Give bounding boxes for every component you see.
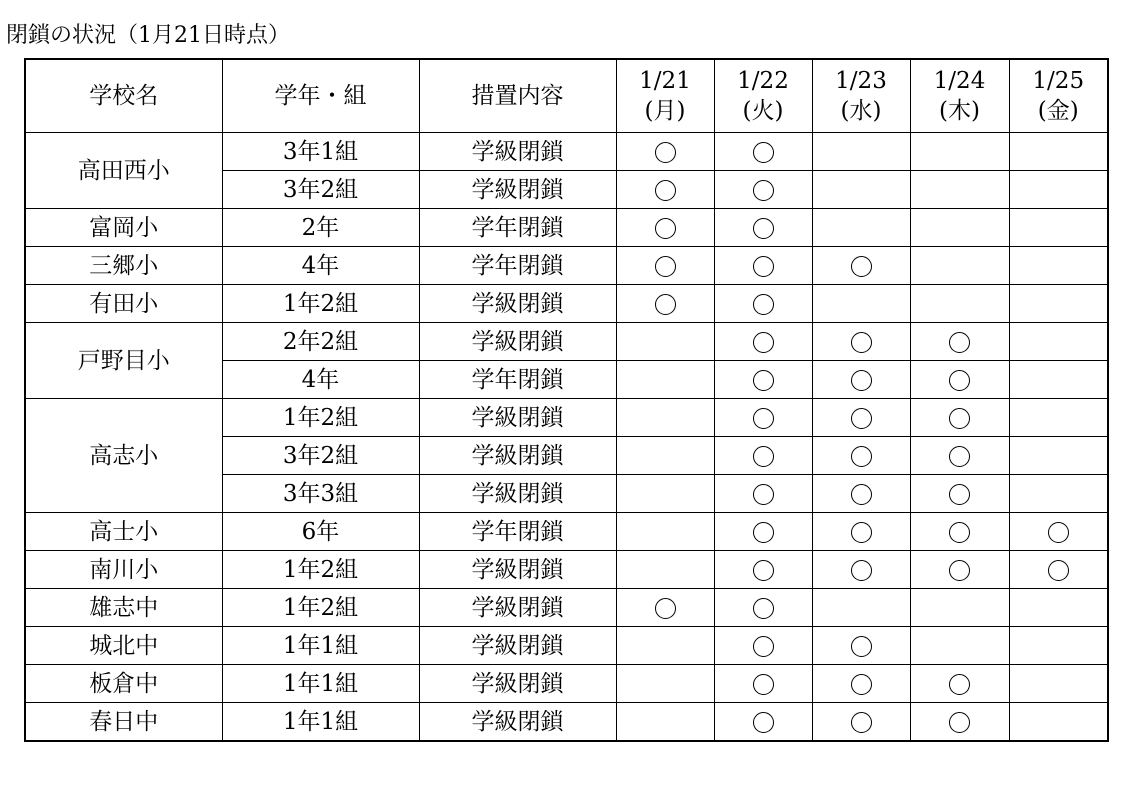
table-row bbox=[25, 589, 1108, 627]
date-2-cell bbox=[714, 399, 812, 437]
measure-cell: 学級閉鎖 bbox=[419, 323, 616, 361]
header-date-1 bbox=[616, 59, 714, 133]
school-name-cell: 雄志中 bbox=[25, 589, 222, 627]
date-1-cell bbox=[616, 171, 714, 209]
school-name-cell: 戸野目小 bbox=[25, 323, 222, 399]
date-1-cell bbox=[616, 551, 714, 589]
date-5-cell bbox=[1009, 513, 1108, 551]
date-1-cell bbox=[616, 513, 714, 551]
table-row bbox=[25, 513, 1108, 551]
date-2-cell bbox=[714, 627, 812, 665]
closed-circle-icon bbox=[655, 294, 676, 315]
grade-class-cell: 1年2組 bbox=[222, 399, 419, 437]
date-4-cell bbox=[910, 399, 1009, 437]
date-5-cell bbox=[1009, 627, 1108, 665]
date-1-cell bbox=[616, 437, 714, 475]
date-2-cell bbox=[714, 703, 812, 742]
grade-class-cell: 3年2組 bbox=[222, 437, 419, 475]
header-school: 学校名 bbox=[25, 59, 222, 133]
date-1-cell bbox=[616, 475, 714, 513]
closed-circle-icon bbox=[753, 522, 774, 543]
date-4-cell bbox=[910, 209, 1009, 247]
measure-cell: 学級閉鎖 bbox=[419, 399, 616, 437]
measure-cell: 学級閉鎖 bbox=[419, 285, 616, 323]
header-date-label: 1/25 bbox=[1032, 68, 1085, 94]
measure-cell: 学級閉鎖 bbox=[419, 475, 616, 513]
header-row bbox=[25, 59, 1108, 133]
date-3-cell bbox=[812, 551, 910, 589]
date-4-cell bbox=[910, 437, 1009, 475]
date-3-cell bbox=[812, 665, 910, 703]
header-date-label: 1/22 bbox=[737, 68, 789, 94]
closed-circle-icon bbox=[851, 408, 872, 429]
date-1-cell bbox=[616, 627, 714, 665]
closed-circle-icon bbox=[753, 598, 774, 619]
grade-class-cell: 1年1組 bbox=[222, 703, 419, 742]
grade-class-cell: 2年2組 bbox=[222, 323, 419, 361]
closed-circle-icon bbox=[753, 332, 774, 353]
grade-class-cell: 1年2組 bbox=[222, 551, 419, 589]
table-body bbox=[25, 133, 1108, 742]
closed-circle-icon bbox=[949, 332, 970, 353]
school-name-cell: 城北中 bbox=[25, 627, 222, 665]
date-3-cell bbox=[812, 437, 910, 475]
closed-circle-icon bbox=[753, 484, 774, 505]
closed-circle-icon bbox=[851, 636, 872, 657]
grade-class-cell: 1年2組 bbox=[222, 589, 419, 627]
school-name-cell: 有田小 bbox=[25, 285, 222, 323]
date-2-cell bbox=[714, 133, 812, 171]
grade-class-cell: 4年 bbox=[222, 361, 419, 399]
date-1-cell bbox=[616, 133, 714, 171]
header-date-4 bbox=[910, 59, 1009, 133]
date-5-cell bbox=[1009, 209, 1108, 247]
header-weekday-label: (金) bbox=[1037, 98, 1079, 124]
closed-circle-icon bbox=[1048, 522, 1069, 543]
closed-circle-icon bbox=[753, 636, 774, 657]
table-row bbox=[25, 665, 1108, 703]
closed-circle-icon bbox=[753, 674, 774, 695]
page-title: 閉鎖の状況（1月21日時点） bbox=[6, 23, 290, 48]
date-3-cell bbox=[812, 209, 910, 247]
header-date-5 bbox=[1009, 59, 1108, 133]
date-4-cell bbox=[910, 475, 1009, 513]
closed-circle-icon bbox=[851, 560, 872, 581]
closed-circle-icon bbox=[851, 256, 872, 277]
measure-cell: 学級閉鎖 bbox=[419, 437, 616, 475]
closed-circle-icon bbox=[753, 560, 774, 581]
header-weekday-label: (火) bbox=[742, 98, 784, 124]
header-date-label: 1/21 bbox=[639, 68, 691, 94]
date-3-cell bbox=[812, 133, 910, 171]
date-5-cell bbox=[1009, 323, 1108, 361]
date-2-cell bbox=[714, 551, 812, 589]
date-5-cell bbox=[1009, 361, 1108, 399]
date-4-cell bbox=[910, 361, 1009, 399]
closed-circle-icon bbox=[949, 484, 970, 505]
measure-cell: 学級閉鎖 bbox=[419, 589, 616, 627]
header-date-3 bbox=[812, 59, 910, 133]
header-weekday-label: (水) bbox=[840, 98, 882, 124]
table-row bbox=[25, 323, 1108, 361]
date-2-cell bbox=[714, 513, 812, 551]
grade-class-cell: 3年3組 bbox=[222, 475, 419, 513]
date-1-cell bbox=[616, 399, 714, 437]
date-5-cell bbox=[1009, 437, 1108, 475]
measure-cell: 学級閉鎖 bbox=[419, 551, 616, 589]
date-5-cell bbox=[1009, 171, 1108, 209]
school-name-cell: 春日中 bbox=[25, 703, 222, 742]
date-1-cell bbox=[616, 285, 714, 323]
date-1-cell bbox=[616, 589, 714, 627]
closed-circle-icon bbox=[753, 712, 774, 733]
date-5-cell bbox=[1009, 551, 1108, 589]
date-2-cell bbox=[714, 361, 812, 399]
date-3-cell bbox=[812, 475, 910, 513]
closed-circle-icon bbox=[753, 370, 774, 391]
header-measure: 措置内容 bbox=[419, 59, 616, 133]
closed-circle-icon bbox=[851, 712, 872, 733]
header-grade: 学年・組 bbox=[222, 59, 419, 133]
date-5-cell bbox=[1009, 247, 1108, 285]
header-date-2 bbox=[714, 59, 812, 133]
measure-cell: 学年閉鎖 bbox=[419, 513, 616, 551]
closed-circle-icon bbox=[949, 446, 970, 467]
date-5-cell bbox=[1009, 665, 1108, 703]
date-3-cell bbox=[812, 513, 910, 551]
closed-circle-icon bbox=[851, 484, 872, 505]
grade-class-cell: 1年2組 bbox=[222, 285, 419, 323]
table-row bbox=[25, 247, 1108, 285]
date-3-cell bbox=[812, 361, 910, 399]
grade-class-cell: 6年 bbox=[222, 513, 419, 551]
grade-class-cell: 2年 bbox=[222, 209, 419, 247]
date-3-cell bbox=[812, 703, 910, 742]
date-4-cell bbox=[910, 133, 1009, 171]
closed-circle-icon bbox=[753, 180, 774, 201]
closed-circle-icon bbox=[949, 674, 970, 695]
school-name-cell: 高田西小 bbox=[25, 133, 222, 209]
table-row bbox=[25, 703, 1108, 742]
closure-status-table bbox=[24, 58, 1109, 742]
date-1-cell bbox=[616, 665, 714, 703]
date-1-cell bbox=[616, 209, 714, 247]
date-5-cell bbox=[1009, 285, 1108, 323]
date-1-cell bbox=[616, 361, 714, 399]
date-1-cell bbox=[616, 323, 714, 361]
date-4-cell bbox=[910, 247, 1009, 285]
date-5-cell bbox=[1009, 133, 1108, 171]
closed-circle-icon bbox=[753, 294, 774, 315]
measure-cell: 学級閉鎖 bbox=[419, 133, 616, 171]
date-3-cell bbox=[812, 285, 910, 323]
date-2-cell bbox=[714, 323, 812, 361]
closed-circle-icon bbox=[655, 180, 676, 201]
date-3-cell bbox=[812, 247, 910, 285]
closed-circle-icon bbox=[949, 408, 970, 429]
closed-circle-icon bbox=[655, 142, 676, 163]
date-3-cell bbox=[812, 171, 910, 209]
measure-cell: 学年閉鎖 bbox=[419, 247, 616, 285]
school-name-cell: 板倉中 bbox=[25, 665, 222, 703]
date-3-cell bbox=[812, 323, 910, 361]
closed-circle-icon bbox=[851, 674, 872, 695]
closed-circle-icon bbox=[753, 408, 774, 429]
date-2-cell bbox=[714, 171, 812, 209]
date-1-cell bbox=[616, 703, 714, 742]
date-2-cell bbox=[714, 247, 812, 285]
date-3-cell bbox=[812, 589, 910, 627]
closed-circle-icon bbox=[655, 256, 676, 277]
date-1-cell bbox=[616, 247, 714, 285]
measure-cell: 学級閉鎖 bbox=[419, 703, 616, 742]
date-2-cell bbox=[714, 475, 812, 513]
date-4-cell bbox=[910, 285, 1009, 323]
date-5-cell bbox=[1009, 589, 1108, 627]
grade-class-cell: 1年1組 bbox=[222, 665, 419, 703]
date-4-cell bbox=[910, 171, 1009, 209]
closed-circle-icon bbox=[753, 446, 774, 467]
closed-circle-icon bbox=[949, 560, 970, 581]
closed-circle-icon bbox=[949, 522, 970, 543]
date-5-cell bbox=[1009, 475, 1108, 513]
table-row bbox=[25, 133, 1108, 171]
date-2-cell bbox=[714, 285, 812, 323]
measure-cell: 学級閉鎖 bbox=[419, 171, 616, 209]
table-row bbox=[25, 551, 1108, 589]
closed-circle-icon bbox=[851, 370, 872, 391]
table-row bbox=[25, 209, 1108, 247]
table-row bbox=[25, 285, 1108, 323]
date-4-cell bbox=[910, 703, 1009, 742]
measure-cell: 学年閉鎖 bbox=[419, 361, 616, 399]
date-2-cell bbox=[714, 589, 812, 627]
table-row bbox=[25, 627, 1108, 665]
closed-circle-icon bbox=[949, 712, 970, 733]
date-4-cell bbox=[910, 589, 1009, 627]
closed-circle-icon bbox=[655, 598, 676, 619]
grade-class-cell: 4年 bbox=[222, 247, 419, 285]
measure-cell: 学年閉鎖 bbox=[419, 209, 616, 247]
measure-cell: 学級閉鎖 bbox=[419, 627, 616, 665]
grade-class-cell: 3年2組 bbox=[222, 171, 419, 209]
date-2-cell bbox=[714, 437, 812, 475]
date-4-cell bbox=[910, 627, 1009, 665]
date-5-cell bbox=[1009, 703, 1108, 742]
closed-circle-icon bbox=[753, 218, 774, 239]
date-4-cell bbox=[910, 551, 1009, 589]
header-weekday-label: (木) bbox=[939, 98, 980, 124]
date-2-cell bbox=[714, 209, 812, 247]
closed-circle-icon bbox=[1048, 560, 1069, 581]
school-name-cell: 三郷小 bbox=[25, 247, 222, 285]
grade-class-cell: 1年1組 bbox=[222, 627, 419, 665]
closed-circle-icon bbox=[655, 218, 676, 239]
date-3-cell bbox=[812, 399, 910, 437]
closed-circle-icon bbox=[851, 522, 872, 543]
grade-class-cell: 3年1組 bbox=[222, 133, 419, 171]
closed-circle-icon bbox=[851, 332, 872, 353]
closed-circle-icon bbox=[949, 370, 970, 391]
measure-cell: 学級閉鎖 bbox=[419, 665, 616, 703]
header-date-label: 1/23 bbox=[835, 68, 887, 94]
closed-circle-icon bbox=[851, 446, 872, 467]
closed-circle-icon bbox=[753, 256, 774, 277]
date-4-cell bbox=[910, 323, 1009, 361]
date-4-cell bbox=[910, 665, 1009, 703]
school-name-cell: 高士小 bbox=[25, 513, 222, 551]
school-name-cell: 富岡小 bbox=[25, 209, 222, 247]
date-5-cell bbox=[1009, 399, 1108, 437]
date-2-cell bbox=[714, 665, 812, 703]
header-weekday-label: (月) bbox=[644, 98, 686, 124]
school-name-cell: 高志小 bbox=[25, 399, 222, 513]
table-row bbox=[25, 399, 1108, 437]
header-date-label: 1/24 bbox=[933, 68, 986, 94]
date-3-cell bbox=[812, 627, 910, 665]
date-4-cell bbox=[910, 513, 1009, 551]
school-name-cell: 南川小 bbox=[25, 551, 222, 589]
closed-circle-icon bbox=[753, 142, 774, 163]
